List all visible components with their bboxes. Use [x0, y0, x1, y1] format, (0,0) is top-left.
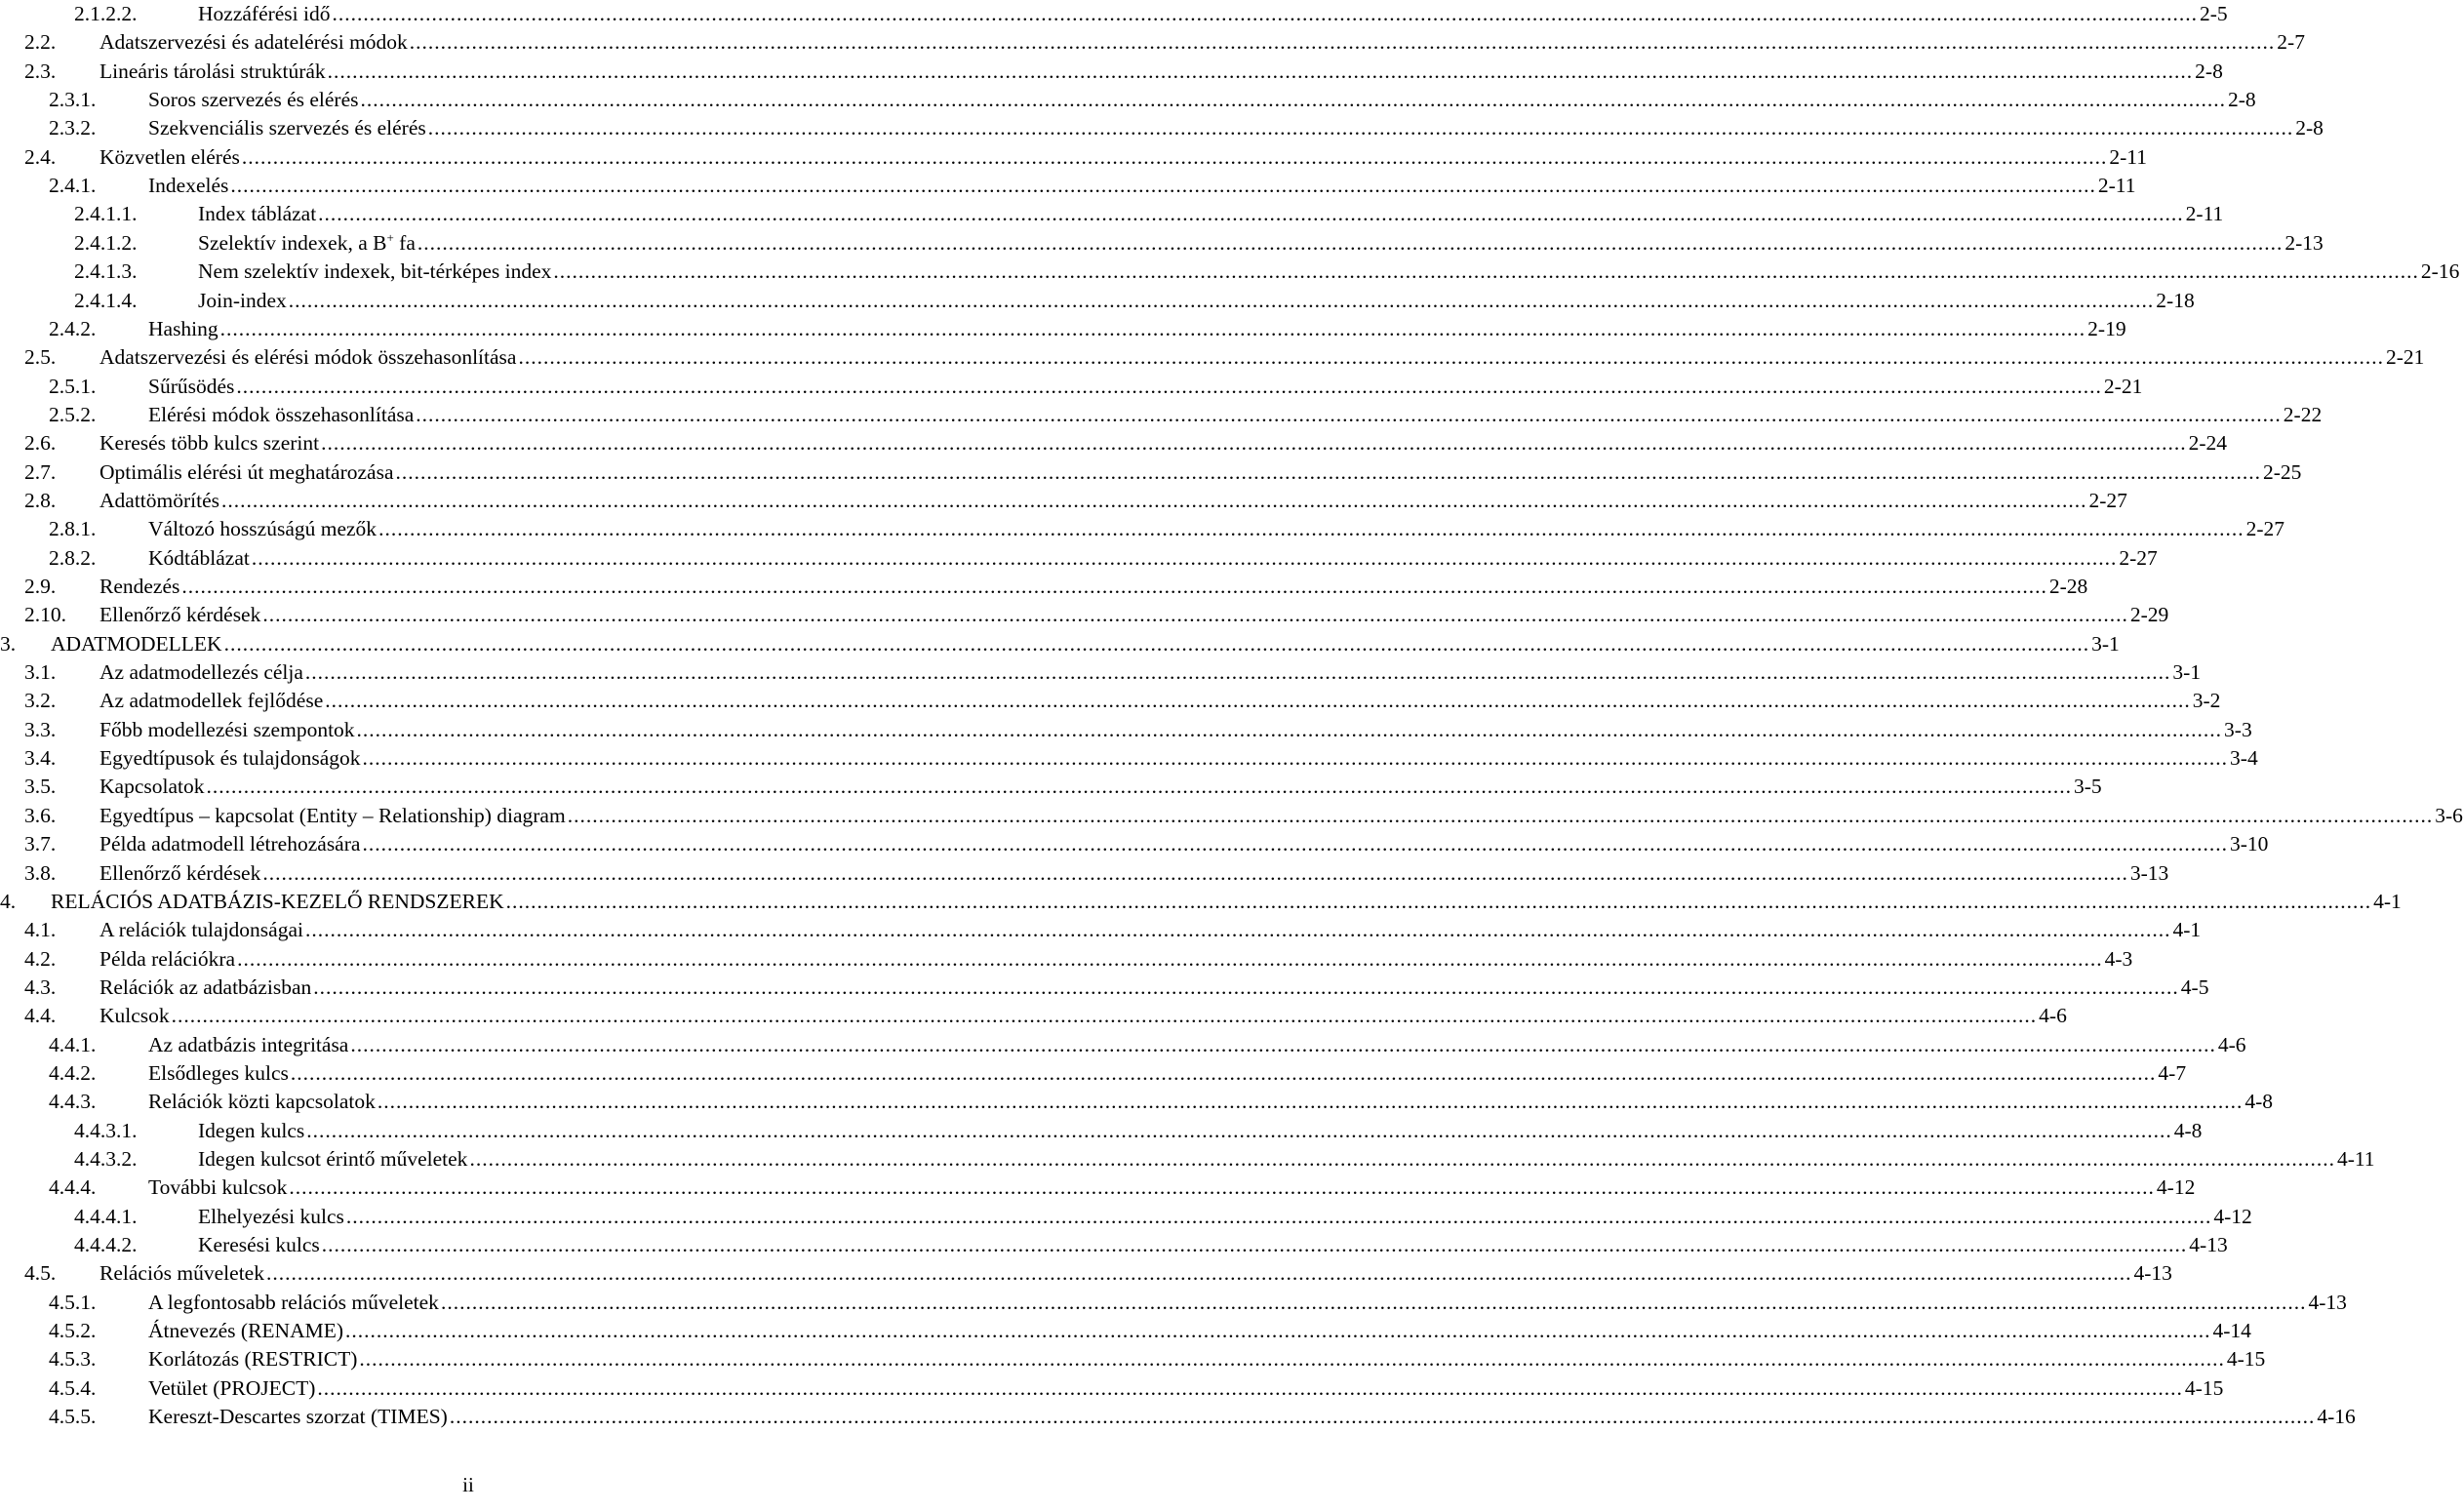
toc-entry-number: 3.3. — [24, 717, 57, 741]
toc-dot-leader: ............................................................................................................................................................................................................................................................................................................ — [251, 545, 2118, 570]
toc-entry-page: 2-13 — [2284, 230, 2324, 255]
toc-entry-number: 3.6. — [24, 803, 57, 827]
toc-entry-title: Az adatmodellezés célja — [99, 660, 303, 685]
toc-dot-leader: ............................................................................................................................................................................................................................................................................................................ — [306, 1118, 2172, 1142]
toc-dot-leader: ............................................................................................................................................................................................................................................................................................................ — [327, 59, 2194, 83]
toc-dot-leader: ............................................................................................................................................................................................................................................................................................................ — [360, 88, 2227, 112]
toc-entry-title: Korlátozás (RESTRICT) — [148, 1347, 358, 1372]
toc-dot-leader: ............................................................................................................................................................................................................................................................................................................ — [236, 374, 2102, 398]
toc-entry-number: 4.5.5. — [49, 1405, 97, 1429]
toc-dot-leader: ............................................................................................................................................................................................................................................................................................................ — [417, 230, 2284, 255]
toc-entry-page: 2-19 — [2087, 316, 2126, 340]
toc-entry-page: 4-12 — [2156, 1175, 2196, 1200]
toc-entry[interactable] — [49, 1174, 2196, 1202]
toc-entry-page: 4-12 — [2213, 1204, 2252, 1228]
toc-entry-number: 4.4.4.1. — [74, 1204, 138, 1228]
toc-entry-number: 4.4.2. — [49, 1060, 97, 1085]
toc-entry-title: Relációk az adatbázisban — [99, 975, 312, 999]
toc-entry-page: 4-13 — [2308, 1290, 2347, 1314]
toc-entry[interactable] — [0, 888, 2402, 916]
toc-entry-title: Példa relációkra — [99, 946, 236, 971]
toc-entry[interactable] — [24, 458, 2302, 487]
toc-entry-title: Ellenőrző kérdések — [99, 860, 261, 885]
toc-entry[interactable] — [49, 315, 2126, 343]
toc-entry-number: 2.7. — [24, 459, 57, 484]
toc-entry-title: Egyedtípusok és tulajdonságok — [99, 746, 361, 771]
toc-entry-title: Elérési módok összehasonlítása — [148, 402, 415, 426]
toc-entry[interactable] — [24, 974, 2209, 1002]
toc-entry-number: 3.8. — [24, 860, 57, 885]
toc-entry-number: 3.2. — [24, 689, 57, 713]
toc-entry-page: 2-5 — [2200, 2, 2228, 25]
toc-entry[interactable] — [24, 1002, 2067, 1030]
toc-entry-title: Sűrűsödés — [148, 374, 235, 398]
toc-entry[interactable] — [49, 1088, 2274, 1116]
toc-entry[interactable] — [49, 401, 2323, 429]
toc-entry[interactable] — [24, 58, 2223, 86]
toc-entry-page: 2-11 — [2109, 144, 2147, 169]
toc-dot-leader: ............................................................................................................................................................................................................................................................................................................ — [567, 803, 2434, 827]
toc-dot-leader: ............................................................................................................................................................................................................................................................................................................ — [553, 259, 2419, 284]
toc-entry-title: Rendezés — [99, 575, 180, 598]
toc-entry-page: 2-29 — [2129, 603, 2169, 627]
toc-entry-title: Elhelyezési kulcs — [198, 1204, 344, 1228]
toc-entry-title: Kereszt-Descartes szorzat (TIMES) — [148, 1405, 448, 1429]
toc-entry-page: 2-7 — [2277, 30, 2305, 55]
toc-entry-number: 2.4. — [24, 144, 57, 169]
toc-dot-leader: ............................................................................................................................................................................................................................................................................................................ — [356, 717, 2223, 741]
toc-entry-page: 3-4 — [2230, 746, 2258, 771]
toc-entry[interactable] — [24, 945, 2133, 974]
toc-entry-title: Soros szervezés és elérés — [148, 88, 359, 112]
toc-dot-leader: ............................................................................................................................................................................................................................................................................................................ — [241, 144, 2108, 169]
toc-entry-title: Adatszervezési és adatelérési módok — [99, 30, 408, 55]
toc-entry-number: 2.3.1. — [49, 88, 97, 112]
toc-entry[interactable] — [0, 630, 2120, 658]
toc-entry-number: 3.4. — [24, 746, 57, 771]
toc-entry-title: Idegen kulcsot érintő műveletek — [198, 1147, 468, 1171]
toc-entry-page: 2-27 — [2088, 488, 2127, 512]
toc-entry-page: 3-1 — [2172, 660, 2202, 685]
toc-entry-number: 4.4.3. — [49, 1090, 97, 1114]
toc-entry-number: 2.4.1.2. — [74, 230, 138, 255]
toc-entry[interactable] — [49, 1317, 2251, 1345]
toc-entry-number: 2.8.1. — [49, 517, 97, 541]
toc-dot-leader: ............................................................................................................................................................................................................................................................................................................ — [313, 975, 2179, 999]
toc-dot-leader: ............................................................................................................................................................................................................................................................................................................ — [449, 1405, 2316, 1429]
toc-entry-number: 2.5.2. — [49, 402, 97, 426]
toc-entry[interactable] — [24, 28, 2305, 57]
page-number: ii — [462, 1473, 474, 1496]
toc-entry-title: Az adatmodellek fejlődése — [99, 689, 324, 713]
toc-entry-title: Hozzáférési idő — [198, 2, 331, 25]
toc-entry[interactable] — [74, 200, 2224, 228]
toc-entry-number: 4.5.1. — [49, 1290, 97, 1314]
toc-entry-page: 2-8 — [2195, 59, 2223, 83]
toc-entry-page: 2-11 — [2185, 202, 2224, 226]
toc-entry-number: 2.8. — [24, 488, 57, 512]
toc-dot-leader: ............................................................................................................................................................................................................................................................................................................ — [345, 1319, 2211, 1343]
superscript: + — [386, 229, 394, 245]
toc-entry-title: A legfontosabb relációs műveletek — [148, 1290, 439, 1314]
toc-entry-title: A relációk tulajdonságai — [99, 918, 303, 942]
toc-entry-number: 2.8.2. — [49, 545, 97, 570]
toc-entry-page: 3-10 — [2229, 832, 2269, 856]
toc-entry-page: 4-1 — [2172, 918, 2202, 942]
toc-entry-title: Keresési kulcs — [198, 1233, 320, 1257]
toc-entry-title: Adattömörítés — [99, 488, 220, 512]
toc-entry[interactable] — [24, 802, 2463, 830]
toc-entry-title: Kulcsok — [99, 1004, 170, 1028]
toc-entry[interactable] — [49, 1403, 2356, 1431]
toc-entry[interactable] — [24, 1259, 2172, 1288]
toc-entry-page: 2-8 — [2295, 116, 2324, 140]
toc-entry[interactable] — [24, 744, 2258, 773]
toc-dot-leader: ............................................................................................................................................................................................................................................................................................................ — [265, 1261, 2132, 1286]
toc-entry[interactable] — [24, 601, 2169, 629]
toc-entry-title: Lineáris tárolási struktúrák — [99, 59, 326, 83]
toc-entry[interactable] — [49, 1374, 2224, 1403]
toc-entry-page: 4-15 — [2226, 1347, 2266, 1372]
toc-entry[interactable] — [24, 573, 2088, 601]
toc-dot-leader: ............................................................................................................................................................................................................................................................................................................ — [377, 1090, 2244, 1114]
toc-entry-number: 3.5. — [24, 775, 57, 799]
toc-entry[interactable] — [24, 143, 2147, 172]
toc-entry-page: 3-1 — [2091, 631, 2120, 656]
toc-entry[interactable] — [74, 0, 2228, 28]
toc-dot-leader: ............................................................................................................................................................................................................................................................................................................ — [395, 459, 2261, 484]
toc-dot-leader: ............................................................................................................................................................................................................................................................................................................ — [362, 746, 2229, 771]
toc-entry-title: További kulcsok — [148, 1175, 288, 1200]
toc-entry[interactable] — [24, 830, 2269, 858]
toc-entry-number: 2.9. — [24, 575, 57, 598]
toc-entry-page: 2-11 — [2097, 174, 2136, 198]
toc-entry-title: Közvetlen elérés — [99, 144, 240, 169]
toc-entry-number: 4. — [0, 889, 17, 913]
toc-entry[interactable] — [24, 687, 2221, 715]
toc-dot-leader: ............................................................................................................................................................................................................................................................................................................ — [409, 30, 2276, 55]
toc-entry-title: Indexelés — [148, 174, 229, 198]
toc-entry[interactable] — [49, 373, 2143, 401]
toc-dot-leader: ............................................................................................................................................................................................................................................................................................................ — [288, 288, 2155, 312]
toc-entry-page: 4-7 — [2158, 1060, 2187, 1085]
toc-entry-page: 4-6 — [2039, 1004, 2067, 1028]
toc-entry-page: 2-27 — [2245, 517, 2284, 541]
page-number-footer — [0, 1473, 936, 1497]
toc-entry-title: Példa adatmodell létrehozására — [99, 832, 361, 856]
toc-entry[interactable] — [74, 1117, 2203, 1145]
toc-dot-leader: ............................................................................................................................................................................................................................................................................................................ — [332, 2, 2198, 25]
toc-entry-title: Vetület (PROJECT) — [148, 1375, 316, 1400]
toc-entry-page: 3-6 — [2435, 803, 2463, 827]
toc-dot-leader: ............................................................................................................................................................................................................................................................................................................ — [321, 431, 2187, 456]
toc-dot-leader: ............................................................................................................................................................................................................................................................................................................ — [181, 575, 2047, 598]
toc-entry-title: Adatszervezési és elérési módok összehasonlítása — [99, 345, 517, 370]
toc-entry-number: 3.1. — [24, 660, 57, 685]
toc-entry-page: 2-22 — [2283, 402, 2323, 426]
toc-dot-leader: ............................................................................................................................................................................................................................................................................................................ — [262, 860, 2128, 885]
toc-entry-page: 3-13 — [2129, 860, 2169, 885]
toc-entry[interactable] — [74, 1203, 2252, 1231]
toc-entry[interactable] — [49, 1059, 2187, 1088]
toc-entry[interactable] — [24, 487, 2127, 515]
toc-dot-leader: ............................................................................................................................................................................................................................................................................................................ — [362, 832, 2228, 856]
toc-entry-title: Az adatbázis integritása — [148, 1032, 349, 1056]
toc-dot-leader: ............................................................................................................................................................................................................................................................................................................ — [378, 517, 2245, 541]
toc-entry-title: Változó hosszúságú mezők — [148, 517, 377, 541]
toc-entry-number: 4.4.4.2. — [74, 1233, 138, 1257]
toc-entry-page: 4-14 — [2212, 1319, 2251, 1343]
toc-entry-title: Egyedtípus – kapcsolat (Entity – Relationship) diagram — [99, 803, 566, 827]
toc-dot-leader: ............................................................................................................................................................................................................................................................................................................ — [325, 689, 2191, 713]
toc-dot-leader: ............................................................................................................................................................................................................................................................................................................ — [230, 174, 2096, 198]
toc-entry-title: Index táblázat — [198, 202, 317, 226]
toc-dot-leader: ............................................................................................................................................................................................................................................................................................................ — [469, 1147, 2335, 1171]
toc-entry-title: Főbb modellezési szempontok — [99, 717, 355, 741]
toc-entry-number: 4.5. — [24, 1261, 57, 1286]
toc-entry-number: 4.4.3.1. — [74, 1118, 138, 1142]
toc-entry-number: 4.1. — [24, 918, 57, 942]
toc-dot-leader: ............................................................................................................................................................................................................................................................................................................ — [350, 1032, 2216, 1056]
toc-entry-number: 4.4. — [24, 1004, 57, 1028]
toc-entry-page: 4-8 — [2245, 1090, 2274, 1114]
toc-entry-number: 2.4.1.3. — [74, 259, 138, 284]
toc-dot-leader: ............................................................................................................................................................................................................................................................................................................ — [219, 316, 2086, 340]
toc-entry[interactable] — [49, 544, 2158, 573]
toc-entry-number: 4.4.1. — [49, 1032, 97, 1056]
toc-dot-leader: ............................................................................................................................................................................................................................................................................................................ — [505, 889, 2372, 913]
toc-entry[interactable] — [49, 114, 2324, 142]
toc-dot-leader: ............................................................................................................................................................................................................................................................................................................ — [318, 202, 2184, 226]
toc-entry-number: 4.3. — [24, 975, 57, 999]
toc-entry-page: 2-18 — [2156, 288, 2195, 312]
toc-entry-number: 2.3. — [24, 59, 57, 83]
toc-entry-page: 4-8 — [2173, 1118, 2203, 1142]
toc-entry[interactable] — [24, 343, 2425, 372]
toc-entry-page: 4-16 — [2317, 1405, 2356, 1429]
toc-dot-leader: ............................................................................................................................................................................................................................................................................................................ — [171, 1004, 2038, 1028]
toc-dot-leader: ............................................................................................................................................................................................................................................................................................................ — [223, 631, 2090, 656]
toc-entry-title: RELÁCIÓS ADATBÁZIS-KEZELŐ RENDSZEREK — [51, 889, 504, 913]
toc-entry-number: 4.5.4. — [49, 1375, 97, 1400]
toc-dot-leader: ............................................................................................................................................................................................................................................................................................................ — [518, 345, 2384, 370]
toc-entry-page: 2-8 — [2228, 88, 2256, 112]
toc-entry-title: Elsődleges kulcs — [148, 1060, 289, 1085]
toc-entry-page: 2-21 — [2103, 374, 2143, 398]
toc-entry-page: 2-28 — [2048, 575, 2088, 598]
toc-dot-leader: ............................................................................................................................................................................................................................................................................................................ — [221, 488, 2087, 512]
toc-entry[interactable] — [49, 1031, 2246, 1059]
toc-entry[interactable] — [24, 658, 2202, 687]
toc-entry-page: 4-6 — [2217, 1032, 2246, 1056]
toc-entry-title: Relációk közti kapcsolatok — [148, 1090, 376, 1114]
toc-entry-title: Szekvenciális szervezés és elérés — [148, 116, 426, 140]
toc-entry-number: 2.4.1. — [49, 174, 97, 198]
toc-entry-number: 3. — [0, 631, 17, 656]
toc-entry[interactable] — [49, 86, 2256, 114]
toc-entry[interactable] — [74, 258, 2460, 286]
toc-entry-title: Átnevezés (RENAME) — [148, 1319, 344, 1343]
toc-entry-page: 2-21 — [2385, 345, 2425, 370]
toc-entry[interactable] — [49, 1345, 2266, 1373]
toc-entry-number: 2.4.1.4. — [74, 288, 138, 312]
toc-entry-page: 4-13 — [2133, 1261, 2172, 1286]
toc-entry-title: Relációs műveletek — [99, 1261, 264, 1286]
toc-entry-page: 2-16 — [2420, 259, 2460, 284]
toc-entry-title: Kapcsolatok — [99, 775, 205, 799]
toc-entry-number: 2.5. — [24, 345, 57, 370]
toc-entry-title: Optimális elérési út meghatározása — [99, 459, 394, 484]
toc-dot-leader: ............................................................................................................................................................................................................................................................................................................ — [237, 946, 2103, 971]
toc-dot-leader: ............................................................................................................................................................................................................................................................................................................ — [440, 1290, 2307, 1314]
toc-entry-number: 4.4.4. — [49, 1175, 97, 1200]
toc-dot-leader: ............................................................................................................................................................................................................................................................................................................ — [304, 660, 2171, 685]
toc-entry-number: 4.5.2. — [49, 1319, 97, 1343]
toc-entry-page: 3-2 — [2192, 689, 2221, 713]
toc-entry-number: 4.5.3. — [49, 1347, 97, 1372]
toc-dot-leader: ............................................................................................................................................................................................................................................................................................................ — [262, 603, 2128, 627]
toc-dot-leader: ............................................................................................................................................................................................................................................................................................................ — [359, 1347, 2225, 1372]
toc-entry-number: 2.1.2.2. — [74, 2, 138, 25]
toc-entry[interactable] — [74, 229, 2324, 258]
toc-entry-title: Kódtáblázat — [148, 545, 250, 570]
toc-entry-number: 2.5.1. — [49, 374, 97, 398]
toc-entry[interactable] — [24, 773, 2102, 801]
toc-entry-number: 3.7. — [24, 832, 57, 856]
toc-entry-page: 4-5 — [2180, 975, 2209, 999]
toc-entry[interactable] — [24, 429, 2228, 458]
toc-entry[interactable] — [49, 515, 2284, 543]
toc-entry-title: Keresés több kulcs szerint — [99, 431, 320, 456]
toc-entry-number: 2.6. — [24, 431, 57, 456]
toc-entry-title: Ellenőrző kérdések — [99, 603, 261, 627]
toc-entry-page: 2-25 — [2262, 459, 2302, 484]
toc-entry-number: 2.3.2. — [49, 116, 97, 140]
toc-entry-title: Szelektív indexek, a B+ fa — [198, 229, 416, 255]
toc-entry-page: 3-5 — [2073, 775, 2102, 799]
toc-entry[interactable] — [74, 287, 2195, 315]
toc-entry-page: 4-1 — [2373, 889, 2402, 913]
toc-entry[interactable] — [49, 172, 2136, 200]
toc-entry-number: 2.4.2. — [49, 316, 97, 340]
toc-dot-leader: ............................................................................................................................................................................................................................................................................................................ — [317, 1375, 2183, 1400]
toc-entry[interactable] — [24, 859, 2169, 888]
toc-dot-leader: ............................................................................................................................................................................................................................................................................................................ — [416, 402, 2282, 426]
toc-entry-page: 4-3 — [2104, 946, 2133, 971]
toc-dot-leader: ............................................................................................................................................................................................................................................................................................................ — [345, 1204, 2212, 1228]
toc-entry-page: 2-24 — [2188, 431, 2228, 456]
toc-entry-number: 4.4.3.2. — [74, 1147, 138, 1171]
toc-entry[interactable] — [24, 716, 2252, 744]
toc-dot-leader: ............................................................................................................................................................................................................................................................................................................ — [206, 775, 2072, 799]
toc-entry-number: 4.2. — [24, 946, 57, 971]
toc-entry-title: Nem szelektív indexek, bit-térképes index — [198, 259, 552, 284]
toc-entry-page: 4-15 — [2184, 1375, 2224, 1400]
toc-entry[interactable] — [49, 1289, 2347, 1317]
toc-entry-page: 2-27 — [2119, 545, 2158, 570]
toc-entry-number: 2.10. — [24, 603, 66, 627]
toc-entry-number: 2.4.1.1. — [74, 202, 138, 226]
toc-dot-leader: ............................................................................................................................................................................................................................................................................................................ — [290, 1060, 2157, 1085]
toc-dot-leader: ............................................................................................................................................................................................................................................................................................................ — [289, 1175, 2155, 1200]
toc-entry-title: Hashing — [148, 316, 218, 340]
toc-entry-page: 4-11 — [2336, 1147, 2375, 1171]
toc-dot-leader: ............................................................................................................................................................................................................................................................................................................ — [427, 116, 2294, 140]
toc-entry[interactable] — [74, 1145, 2375, 1174]
toc-dot-leader: ............................................................................................................................................................................................................................................................................................................ — [321, 1233, 2188, 1257]
toc-entry-number: 2.2. — [24, 30, 57, 55]
toc-entry-page: 4-13 — [2189, 1233, 2228, 1257]
toc-entry-title: ADATMODELLEK — [51, 631, 222, 656]
toc-entry[interactable] — [74, 1231, 2228, 1259]
toc-entry-page: 3-3 — [2224, 717, 2252, 741]
toc-dot-leader: ............................................................................................................................................................................................................................................................................................................ — [304, 918, 2171, 942]
toc-entry-title: Join-index — [198, 288, 287, 312]
toc-entry-title: Idegen kulcs — [198, 1118, 305, 1142]
toc-entry[interactable] — [24, 916, 2202, 944]
